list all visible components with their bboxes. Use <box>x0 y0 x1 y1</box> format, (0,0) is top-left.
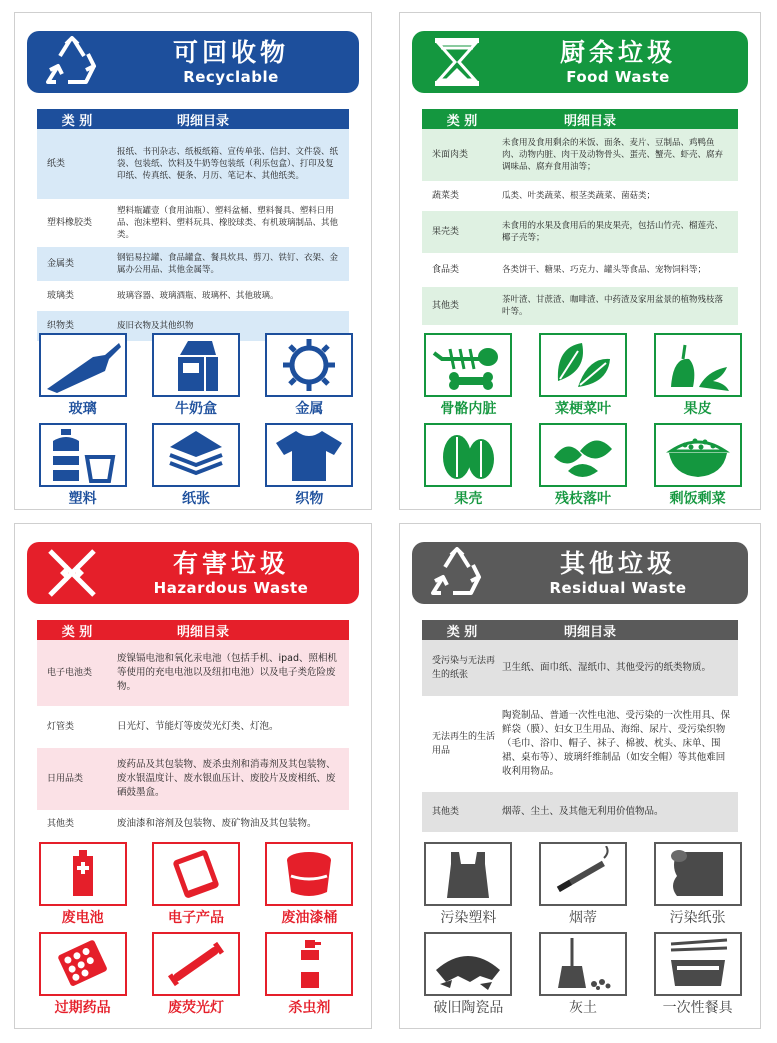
residual-title: 其他垃圾 <box>559 549 676 578</box>
hazardous-title: 有害垃圾 <box>172 549 289 578</box>
food-waste-icons <box>422 333 744 509</box>
table-row <box>37 199 349 247</box>
item-paper <box>150 423 241 509</box>
residual-header <box>412 542 748 604</box>
item-label: 废电池 <box>61 910 104 926</box>
leaves-icon <box>539 423 627 487</box>
row-category: 织物类 <box>47 321 75 331</box>
table-header <box>37 109 349 129</box>
item-fluorescent <box>150 932 241 1018</box>
row-detail: 茶叶渣、甘蔗渣、咖啡渣、中药渣及家用盆景的植物残枝落叶等。 <box>502 295 724 317</box>
row-detail: 瓜类、叶类蔬菜、根茎类蔬菜、菌菇类； <box>502 191 656 201</box>
item-label: 烟蒂 <box>568 910 597 926</box>
residual-icons <box>422 842 744 1018</box>
row-detail: 塑料瓶罐壹（食用油瓶）、塑料盆桶、塑料餐具、塑料日用品、泡沫塑料、塑料玩具、橡胶球类、有机玻璃制品、其他类。 <box>117 206 339 240</box>
item-label: 纸张 <box>181 491 210 507</box>
item-label: 一次性餐具 <box>662 1000 733 1016</box>
hazard-arrows-icon <box>27 542 117 604</box>
residual-panel <box>399 523 761 1029</box>
item-label: 牛奶盒 <box>174 401 217 417</box>
row-category: 果壳类 <box>432 227 460 237</box>
row-category: 米面肉类 <box>432 150 469 160</box>
food-waste-title: 厨余垃圾 <box>559 38 676 67</box>
row-detail: 废油漆和溶剂及包装物、废矿物油及其包装物。 <box>117 818 317 829</box>
residual-subtitle: Residual Waste <box>549 579 687 597</box>
item-label: 残枝落叶 <box>554 491 611 507</box>
item-label: 织物 <box>295 491 324 507</box>
gear-icon <box>265 333 353 397</box>
row-detail: 钢铝易拉罐、食品罐盒、餐具炊具、剪刀、铁钉、衣架、金属办公用品、其他金属等。 <box>117 253 339 275</box>
item-label: 果皮 <box>683 401 712 417</box>
residual-table <box>422 620 738 832</box>
rice-bowl-icon <box>654 423 742 487</box>
item-battery <box>37 842 128 928</box>
item-bones <box>422 333 515 419</box>
recycle-icon <box>412 542 502 604</box>
row-category: 日用品类 <box>47 774 84 784</box>
recyclable-icons <box>37 333 355 509</box>
row-detail: 各类饼干、糖果、巧克力、罐头等食品、宠物饲料等； <box>502 265 707 275</box>
hazardous-icons <box>37 842 355 1018</box>
paint-bucket-icon <box>265 842 353 906</box>
food-waste-table <box>422 109 738 325</box>
fluorescent-tube-icon <box>152 932 240 996</box>
item-label: 电子产品 <box>167 910 224 926</box>
item-glass <box>37 333 128 419</box>
row-category: 其他类 <box>47 819 75 829</box>
row-detail: 陶瓷制品、普通一次性电池、受污染的一次性用具、保鲜袋（膜）、妇女卫生用品、海绵、尿片、受污染织物（毛巾、浴巾、帽子、袜子、棉被、枕头、床单、围裙、桌布等）、玻璃纤维制品（如安全帽）等其他难回收利用物品。 <box>502 710 731 777</box>
row-detail: 玻璃容器、玻璃酒瓶、玻璃杯、其他玻璃。 <box>117 291 279 301</box>
table-row <box>422 287 738 325</box>
item-textile <box>264 423 355 509</box>
item-label: 剩饭剩菜 <box>669 491 726 507</box>
item-label: 金属 <box>295 401 324 417</box>
hourglass-icon <box>412 31 502 93</box>
row-detail: 未食用及食用剩余的米饭、面条、麦片、豆制品、鸡鸭鱼肉、动物内脏、肉干及动物骨头、蛋壳、蟹壳、虾壳、腐弃调味品、腐弃食用油等； <box>502 138 724 172</box>
row-category: 其他类 <box>432 301 460 311</box>
broken-ceramic-icon <box>424 932 512 996</box>
item-metal <box>264 333 355 419</box>
item-label: 塑料 <box>68 491 97 507</box>
table-row <box>422 792 738 832</box>
item-dirty-paper <box>651 842 744 928</box>
glass-bottle-icon <box>39 333 127 397</box>
item-leaves <box>537 423 630 509</box>
item-label: 过期药品 <box>54 1000 111 1016</box>
row-category: 受污染与无法再生的纸张 <box>432 656 496 680</box>
item-label: 菜梗菜叶 <box>554 401 611 417</box>
column-detail: 明细目录 <box>563 113 616 129</box>
hazardous-subtitle: Hazardous Waste <box>153 579 309 597</box>
plastic-bag-icon <box>424 842 512 906</box>
item-vegetables <box>537 333 630 419</box>
plastic-bottle-icon <box>39 423 127 487</box>
item-nut-shell <box>422 423 515 509</box>
row-category: 其他类 <box>432 807 460 817</box>
battery-icon <box>39 842 127 906</box>
nut-shell-icon <box>424 423 512 487</box>
item-label: 污染塑料 <box>440 910 497 926</box>
row-category: 食品类 <box>432 265 460 275</box>
hazardous-panel <box>14 523 372 1029</box>
hazardous-table <box>37 620 349 838</box>
row-category: 玻璃类 <box>47 291 75 301</box>
item-cigarette <box>537 842 630 928</box>
item-label: 废油漆桶 <box>281 910 338 926</box>
recyclable-title: 可回收物 <box>172 38 289 67</box>
table-row <box>422 211 738 253</box>
paper-stack-icon <box>152 423 240 487</box>
column-category: 类 别 <box>446 624 478 640</box>
column-detail: 明细目录 <box>176 113 229 129</box>
row-detail: 报纸、书刊杂志、纸板纸箱、宣传单张、信封、文件袋、纸袋、包装纸、饮料及牛奶等包装纸（利乐包盒）、打印及复印纸、传真纸、便条、月历、笔记本、其他纸类。 <box>117 147 339 181</box>
column-category: 类 别 <box>61 624 93 640</box>
vegetable-leaf-icon <box>539 333 627 397</box>
item-paint-bucket <box>264 842 355 928</box>
recycle-icon <box>27 31 117 93</box>
row-category: 无法再生的生活用品 <box>432 732 496 756</box>
row-detail: 废药品及其包装物、废杀虫剂和消毒剂及其包装物、废水银温度计、废水银血压计、废胶片及废相纸、废硒鼓墨盒。 <box>117 759 336 798</box>
table-header <box>422 109 738 129</box>
food-waste-panel <box>399 12 761 510</box>
item-ceramics <box>422 932 515 1018</box>
item-label: 破旧陶瓷品 <box>433 1000 504 1016</box>
row-detail: 日光灯、节能灯等废荧光灯类、灯泡。 <box>117 721 279 732</box>
table-row <box>422 181 738 211</box>
food-waste-header <box>412 31 748 93</box>
column-category: 类 别 <box>446 113 478 129</box>
table-row <box>37 810 349 838</box>
broom-dust-icon <box>539 932 627 996</box>
item-label: 玻璃 <box>68 401 97 417</box>
row-category: 电子电池类 <box>47 668 93 678</box>
item-tableware <box>651 932 744 1018</box>
table-row <box>422 696 738 792</box>
item-dust <box>537 932 630 1018</box>
dirty-paper-icon <box>654 842 742 906</box>
table-row <box>422 640 738 696</box>
milk-carton-icon <box>152 333 240 397</box>
item-label: 灰土 <box>568 1000 597 1016</box>
item-electronics <box>150 842 241 928</box>
row-category: 塑料橡胶类 <box>47 218 93 228</box>
table-row <box>37 129 349 199</box>
item-label: 杀虫剂 <box>288 1000 331 1016</box>
spray-can-icon <box>265 932 353 996</box>
disposable-tableware-icon <box>654 932 742 996</box>
hazardous-header <box>27 542 359 604</box>
row-detail: 废旧衣物及其他织物 <box>117 321 194 331</box>
cigarette-icon <box>539 842 627 906</box>
item-leftovers <box>651 423 744 509</box>
table-header <box>422 620 738 640</box>
row-detail: 卫生纸、面巾纸、湿纸巾、其他受污的纸类物质。 <box>502 662 712 673</box>
food-waste-subtitle: Food Waste <box>566 68 670 86</box>
item-fruit-peel <box>651 333 744 419</box>
table-row <box>422 129 738 181</box>
row-category: 蔬菜类 <box>432 191 460 201</box>
row-detail: 烟蒂、尘土、及其他无利用价值物品。 <box>502 806 664 817</box>
table-row <box>37 281 349 311</box>
recyclable-table <box>37 109 349 341</box>
fish-bone-icon <box>424 333 512 397</box>
row-detail: 废镍镉电池和氧化汞电池（包括手机、ipad、照相机等使用的充电电池以及纽扣电池）以及电子类危险废物。 <box>117 653 338 692</box>
column-category: 类 别 <box>61 113 93 129</box>
tshirt-icon <box>265 423 353 487</box>
item-pesticide <box>264 932 355 1018</box>
item-label: 污染纸张 <box>669 910 726 926</box>
row-category: 金属类 <box>47 259 75 269</box>
fruit-peel-icon <box>654 333 742 397</box>
item-dirty-plastic <box>422 842 515 928</box>
table-header <box>37 620 349 640</box>
table-row <box>422 253 738 287</box>
pills-icon <box>39 932 127 996</box>
tablet-icon <box>152 842 240 906</box>
row-category: 灯管类 <box>47 722 75 732</box>
item-label: 废荧光灯 <box>167 1000 224 1016</box>
column-detail: 明细目录 <box>176 624 229 640</box>
item-medicine <box>37 932 128 1018</box>
table-row <box>37 640 349 706</box>
table-row <box>37 247 349 281</box>
row-category: 纸类 <box>47 159 66 169</box>
item-milk-carton <box>150 333 241 419</box>
row-detail: 未食用的水果及食用后的果皮果壳，包括山竹壳、榴莲壳、椰子壳等； <box>502 221 724 243</box>
item-label: 果壳 <box>454 491 483 507</box>
item-plastic <box>37 423 128 509</box>
recyclable-subtitle: Recyclable <box>183 68 279 86</box>
table-row <box>37 706 349 748</box>
item-label: 骨骼内脏 <box>440 401 497 417</box>
recyclable-header <box>27 31 359 93</box>
column-detail: 明细目录 <box>563 624 616 640</box>
recyclable-panel <box>14 12 372 510</box>
table-row <box>37 748 349 810</box>
